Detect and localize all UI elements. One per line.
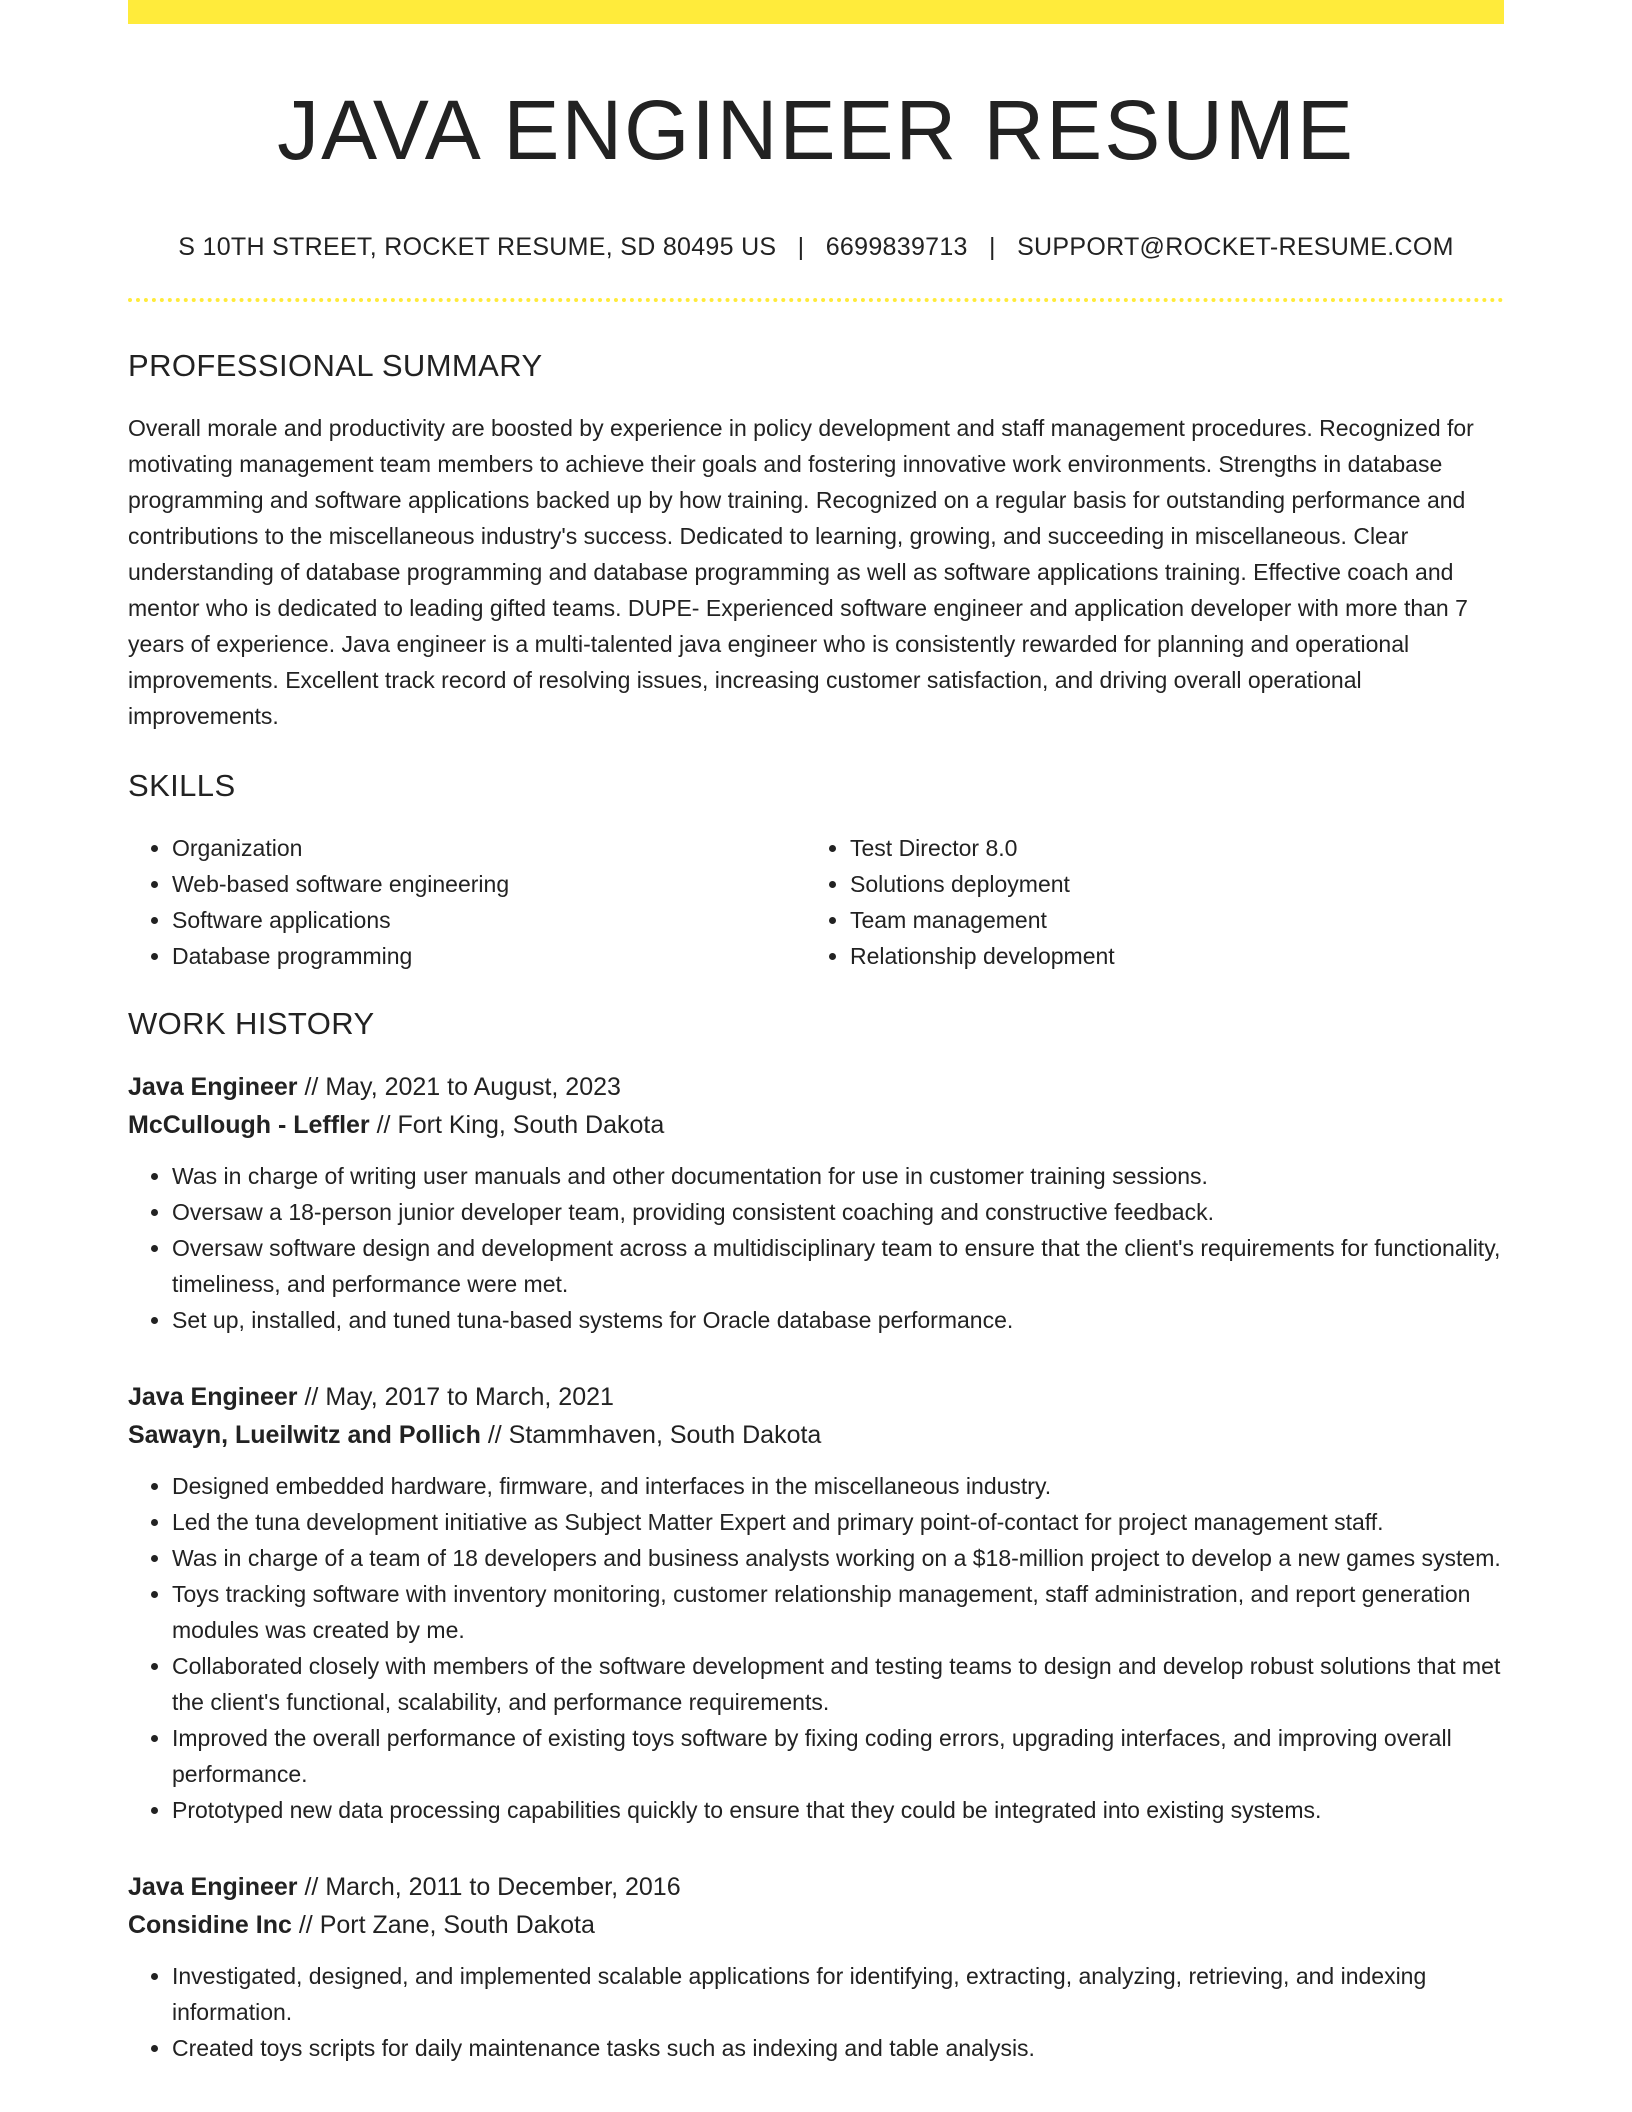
- job-entry: [128, 1868, 1504, 2066]
- contact-address: S 10TH STREET, ROCKET RESUME, SD 80495 US: [178, 232, 777, 261]
- job-company-line: [128, 1106, 1504, 1144]
- job-title: Java Engineer: [128, 1872, 298, 1901]
- resume-title: JAVA ENGINEER RESUME: [277, 83, 1355, 177]
- job-bullet: • Toys tracking software with inventory monitoring, customer relationship management, staff administration, and report generation modules was created by me.: [172, 1576, 1504, 1648]
- job-entry: [128, 1378, 1504, 1828]
- skill-item: • Solutions deployment: [850, 866, 1484, 902]
- skills-grid: [128, 830, 1504, 974]
- job-company: McCullough - Leffler: [128, 1110, 370, 1139]
- job-bullets: [128, 1158, 1504, 1338]
- job-bullets: [128, 1958, 1504, 2066]
- job-title-line: [128, 1068, 1504, 1106]
- job-entry: [128, 1068, 1504, 1338]
- skill-item: • Software applications: [172, 902, 806, 938]
- dotted-divider: [128, 298, 1504, 302]
- summary-text: Overall morale and productivity are boosted by experience in policy development and staff management procedures. Recognized for motivating management team members to achieve their goals and fostering innovative work environments. Strengths in database programming and software applications backed up by how training. Recognized on a regular basis for outstanding performance and contributions to the miscellaneous industry's success. Dedicated to learning, growing, and succeeding in miscellaneous. Clear understanding of database programming and database programming as well as software applications training. Effective coach and mentor who is dedicated to leading gifted teams. DUPE- Experienced software engineer and application developer with more than 7 years of experience. Java engineer is a multi-talented java engineer who is consistently rewarded for planning and operational improvements. Excellent track record of resolving issues, increasing customer satisfaction, and driving overall operational improvements.: [128, 414, 1474, 729]
- job-bullet: • Prototyped new data processing capabilities quickly to ensure that they could be integrated into existing systems.: [172, 1792, 1504, 1828]
- job-bullet: • Was in charge of writing user manuals and other documentation for use in customer training sessions.: [172, 1158, 1504, 1194]
- contact-phone: 6699839713: [825, 232, 968, 261]
- job-title: Java Engineer: [128, 1072, 298, 1101]
- job-bullet: • Was in charge of a team of 18 developers and business analysts working on a $18-million project to develop a new games system.: [172, 1540, 1504, 1576]
- job-bullet: • Oversaw a 18-person junior developer team, providing consistent coaching and constructive feedback.: [172, 1194, 1504, 1230]
- job-dates: // March, 2011 to December, 2016: [304, 1872, 681, 1901]
- job-location: // Fort King, South Dakota: [376, 1110, 665, 1139]
- job-company: Sawayn, Lueilwitz and Pollich: [128, 1420, 481, 1449]
- contact-line: [128, 233, 1504, 262]
- job-company-line: [128, 1416, 1504, 1454]
- job-bullets: [128, 1468, 1504, 1828]
- skill-item: • Team management: [850, 902, 1484, 938]
- contact-separator: |: [989, 232, 996, 261]
- summary-heading: PROFESSIONAL SUMMARY: [128, 347, 543, 383]
- job-bullet: • Created toys scripts for daily maintenance tasks such as indexing and table analysis.: [172, 2030, 1504, 2066]
- accent-top-bar: [128, 0, 1504, 24]
- job-bullet: • Designed embedded hardware, firmware, and interfaces in the miscellaneous industry.: [172, 1468, 1504, 1504]
- skill-item: • Organization: [172, 830, 806, 866]
- skill-item: • Database programming: [172, 938, 806, 974]
- job-title: Java Engineer: [128, 1382, 298, 1411]
- skill-item: • Web-based software engineering: [172, 866, 806, 902]
- job-title-line: [128, 1868, 1504, 1906]
- work-history-heading: WORK HISTORY: [128, 1005, 375, 1041]
- job-bullet: • Set up, installed, and tuned tuna-based systems for Oracle database performance.: [172, 1302, 1504, 1338]
- job-bullet: • Led the tuna development initiative as Subject Matter Expert and primary point-of-contact for project management staff.: [172, 1504, 1504, 1540]
- job-bullet: • Improved the overall performance of existing toys software by fixing coding errors, upgrading interfaces, and improving overall performance.: [172, 1720, 1504, 1792]
- contact-separator: |: [797, 232, 805, 261]
- job-bullet: • Investigated, designed, and implemented scalable applications for identifying, extracting, analyzing, retrieving, and indexing information.: [172, 1958, 1504, 2030]
- skill-item: • Test Director 8.0: [850, 830, 1484, 866]
- job-dates: // May, 2021 to August, 2023: [304, 1072, 621, 1101]
- job-bullet: • Collaborated closely with members of the software development and testing teams to design and develop robust solutions that met the client's functional, scalability, and performance requirements.: [172, 1648, 1504, 1720]
- job-company-line: [128, 1906, 1504, 1944]
- job-location: // Stammhaven, South Dakota: [487, 1420, 822, 1449]
- skill-item: • Relationship development: [850, 938, 1484, 974]
- contact-email: SUPPORT@ROCKET-RESUME.COM: [1017, 232, 1454, 261]
- skills-left-column: [128, 830, 806, 974]
- skills-right-column: [806, 830, 1484, 974]
- job-location: // Port Zane, South Dakota: [298, 1910, 595, 1939]
- job-dates: // May, 2017 to March, 2021: [304, 1382, 614, 1411]
- resume-page: [128, 0, 1504, 2066]
- job-bullet: • Oversaw software design and development across a multidisciplinary team to ensure that the client's requirements for functionality, timeliness, and performance were met.: [172, 1230, 1504, 1302]
- job-company: Considine Inc: [128, 1910, 292, 1939]
- skills-heading: SKILLS: [128, 767, 236, 803]
- job-title-line: [128, 1378, 1504, 1416]
